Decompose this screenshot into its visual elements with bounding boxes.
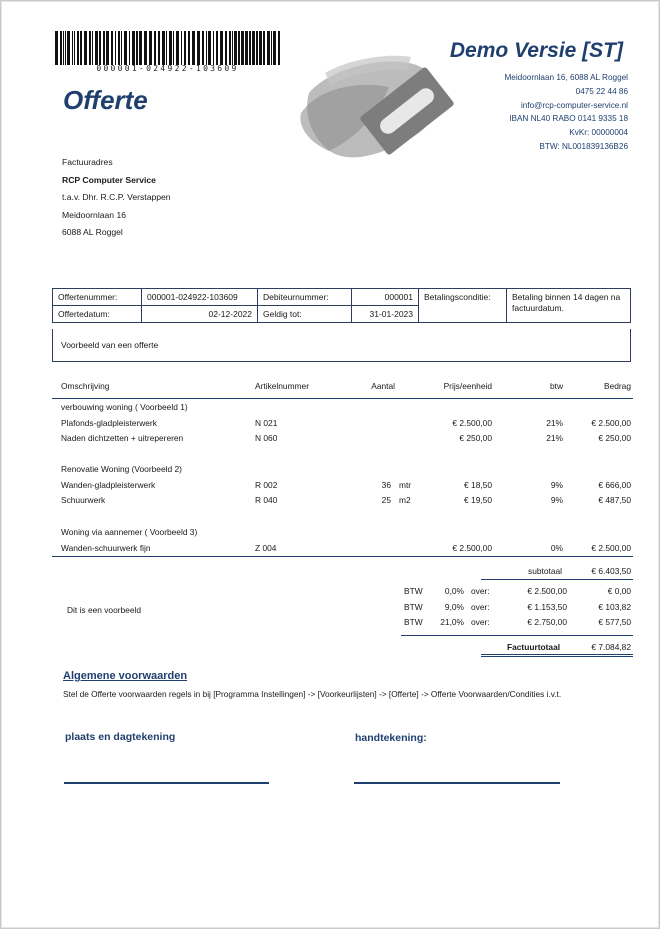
barcode-bar — [132, 31, 135, 65]
company-phone: 0475 22 44 86 — [575, 86, 628, 96]
item-price: € 18,50 — [464, 480, 492, 490]
total-double-underline — [481, 654, 633, 657]
debiteur-value: 000001 — [352, 289, 419, 306]
vat-divider — [401, 635, 633, 636]
debiteur-label: Debiteurnummer: — [258, 289, 352, 306]
billing-address — [62, 154, 171, 242]
barcode-bar — [241, 31, 244, 65]
item-desc: Naden dichtzetten + uitrepereren — [61, 433, 184, 443]
col-aantal: Aantal — [371, 381, 395, 391]
item-btw: 21% — [546, 433, 563, 443]
barcode-bar — [213, 31, 214, 65]
col-artikelnummer: Artikelnummer — [255, 381, 309, 391]
barcode-text: 000001-024922-103609 — [96, 64, 239, 73]
vat-rate: 0,0% — [444, 586, 464, 596]
item-amount: € 487,50 — [598, 495, 631, 505]
item-qty: 36 — [381, 480, 391, 490]
voorwaarden-text: Stel de Offerte voorwaarden regels in bij [Programma Instellingen] -> [Voorkeurlijsten] -> [Offerte] -> Offerte Voorwaarden/Condities i.v.t. — [63, 689, 562, 699]
plaats-signature-line[interactable] — [64, 782, 269, 784]
item-qty: 25 — [381, 495, 391, 505]
barcode-bar — [202, 31, 204, 65]
item-btw: 9% — [550, 480, 563, 490]
barcode-bar — [256, 31, 258, 65]
item-desc: Wanden-schuurwerk fijn — [61, 543, 151, 553]
barcode-bar — [124, 31, 127, 65]
header-divider — [52, 398, 633, 399]
vat-rate: 9,0% — [444, 602, 464, 612]
barcode-bar — [259, 31, 262, 65]
barcode-bar — [99, 31, 101, 65]
barcode-bar — [55, 31, 58, 65]
barcode-bar — [245, 31, 248, 65]
barcode-bar — [197, 31, 200, 65]
barcode-bar — [111, 31, 113, 65]
offertedatum-value: 02-12-2022 — [142, 306, 258, 323]
offer-meta-table — [52, 288, 631, 323]
barcode-bar — [173, 31, 174, 65]
item-unit: m2 — [399, 495, 411, 505]
barcode-bar — [208, 31, 211, 65]
barcode-bar — [72, 31, 73, 65]
barcode-bar — [67, 31, 70, 65]
barcode-bar — [229, 31, 231, 65]
barcode-bar — [139, 31, 142, 65]
totals-note: Dit is een voorbeeld — [67, 605, 142, 615]
item-art: R 040 — [255, 495, 278, 505]
group-heading — [61, 464, 633, 476]
barcode-bar — [162, 31, 165, 65]
table-row — [61, 543, 633, 555]
company-kvk: KvKr: 00000004 — [569, 128, 628, 138]
barcode-bar — [273, 31, 276, 65]
barcode-bar — [238, 31, 240, 65]
vat-over: over: — [471, 617, 490, 627]
item-amount: € 2.500,00 — [591, 543, 631, 553]
group-heading — [61, 527, 633, 539]
barcode-bar — [263, 31, 265, 65]
betaling-value: Betaling binnen 14 dagen na factuurdatum. — [507, 289, 631, 323]
item-price: € 19,50 — [464, 495, 492, 505]
barcode-bar — [106, 31, 109, 65]
billing-name: RCP Computer Service — [62, 174, 156, 185]
subtotal-divider — [481, 579, 633, 580]
factuurtotaal-label: Factuurtotaal — [507, 642, 561, 652]
barcode-bar — [278, 31, 280, 65]
barcode-bar — [84, 31, 87, 65]
trowel-logo-icon — [289, 41, 474, 176]
billing-street: Meidoornlaan 16 — [62, 209, 127, 220]
vat-base: € 1.153,50 — [527, 602, 567, 612]
group-heading-text: Woning via aannemer ( Voorbeeld 3) — [61, 527, 198, 537]
barcode-bar — [80, 31, 82, 65]
group-heading-text: verbouwing woning ( Voorbeeld 1) — [61, 402, 188, 412]
barcode-bar — [225, 31, 227, 65]
barcode-bar — [206, 31, 207, 65]
company-email[interactable]: info@rcp-computer-service.nl — [520, 100, 628, 110]
company-name: Demo Versie [ST] — [449, 39, 623, 62]
billing-city: 6088 AL Roggel — [62, 227, 123, 238]
barcode-bar — [169, 31, 172, 65]
barcode-bar — [74, 31, 75, 65]
col-prijs: Prijs/eenheid — [443, 381, 492, 391]
group-heading — [61, 402, 633, 414]
barcode-bar — [234, 31, 237, 65]
barcode-bar — [184, 31, 186, 65]
vat-over: over: — [471, 602, 490, 612]
table-row — [61, 433, 633, 445]
item-price: € 2.500,00 — [452, 543, 492, 553]
barcode-bar — [181, 31, 182, 65]
table-row — [61, 495, 633, 507]
barcode-bar — [92, 31, 93, 65]
item-art: R 002 — [255, 480, 278, 490]
barcode-bar — [271, 31, 272, 65]
barcode-bar — [144, 31, 147, 65]
barcode-bar — [220, 31, 223, 65]
barcode-bar — [136, 31, 138, 65]
item-desc: Wanden-gladpleisterwerk — [61, 480, 156, 490]
plaats-label: plaats en dagtekening — [65, 731, 176, 743]
item-amount: € 250,00 — [598, 433, 631, 443]
offertenummer-label: Offertenummer: — [53, 289, 142, 306]
barcode-bar — [154, 31, 156, 65]
item-desc: Schuurwerk — [61, 495, 106, 505]
document-title: Offerte — [63, 85, 148, 115]
barcode-bar — [95, 31, 98, 65]
items-header — [61, 381, 633, 393]
item-unit: mtr — [399, 480, 412, 490]
company-info — [504, 71, 628, 154]
table-row — [61, 418, 633, 430]
vat-amount: € 577,50 — [598, 617, 631, 627]
company-address: Meidoornlaan 16, 6088 AL Roggel — [504, 73, 628, 82]
voorwaarden-title: Algemene voorwaarden — [63, 670, 188, 682]
handtekening-label: handtekening: — [355, 732, 427, 744]
item-desc: Plafonds-gladpleisterwerk — [61, 418, 157, 428]
barcode-bar — [158, 31, 160, 65]
barcode-bar — [267, 31, 270, 65]
barcode-bar — [166, 31, 167, 65]
barcode-bar — [149, 31, 152, 65]
item-amount: € 666,00 — [598, 480, 631, 490]
barcode-bar — [60, 31, 62, 65]
offertenummer-value: 000001-024922-103609 — [142, 289, 258, 306]
billing-attn: t.a.v. Dhr. R.C.P. Verstappen — [62, 192, 171, 203]
vat-label: BTW — [404, 617, 423, 627]
group-heading-text: Renovatie Woning (Voorbeeld 2) — [61, 464, 182, 474]
item-price: € 2.500,00 — [452, 418, 492, 428]
item-art: N 021 — [255, 418, 278, 428]
barcode-bar — [188, 31, 190, 65]
barcode-bar — [77, 31, 79, 65]
vat-base: € 2.750,00 — [527, 617, 567, 627]
barcode-bar — [192, 31, 195, 65]
items-divider — [52, 556, 633, 557]
item-btw: 9% — [550, 495, 563, 505]
barcode-bar — [103, 31, 105, 65]
vat-amount: € 103,82 — [598, 602, 631, 612]
col-omschrijving: Omschrijving — [61, 381, 110, 391]
barcode-bar — [89, 31, 91, 65]
billing-label: Factuuradres — [62, 157, 113, 167]
item-art: N 060 — [255, 433, 278, 443]
barcode-bar — [129, 31, 130, 65]
barcode-bar — [121, 31, 122, 65]
col-btw: btw — [549, 381, 563, 391]
factuurtotaal-value: € 7.084,82 — [591, 642, 631, 652]
vat-label: BTW — [404, 586, 423, 596]
company-iban: IBAN NL40 RABO 0141 9335 18 — [509, 114, 628, 124]
memo-text: Voorbeeld van een offerte — [61, 340, 159, 350]
item-amount: € 2.500,00 — [591, 418, 631, 428]
barcode-bar — [232, 31, 233, 65]
barcode-bar — [216, 31, 218, 65]
barcode-bar — [249, 31, 251, 65]
item-btw: 21% — [546, 418, 563, 428]
barcode-bar — [115, 31, 116, 65]
item-price: € 250,00 — [459, 433, 492, 443]
table-row — [61, 480, 633, 492]
subtotaal-value: € 6.403,50 — [591, 566, 631, 576]
vat-base: € 2.500,00 — [527, 586, 567, 596]
barcode-bar — [118, 31, 120, 65]
vat-amount: € 0,00 — [607, 586, 631, 596]
col-bedrag: Bedrag — [603, 381, 631, 391]
barcode-bar — [176, 31, 179, 65]
offertedatum-label: Offertedatum: — [53, 306, 142, 323]
company-btw: BTW: NL001839136B26 — [539, 141, 628, 151]
betaling-label: Betalingsconditie: — [419, 289, 507, 323]
memo-box — [52, 329, 631, 362]
item-art: Z 004 — [255, 543, 277, 553]
subtotaal-label: subtotaal — [528, 566, 562, 576]
geldig-label: Geldig tot: — [258, 306, 352, 323]
handtekening-signature-line[interactable] — [354, 782, 560, 784]
barcode-bar — [63, 31, 64, 65]
vat-over: over: — [471, 586, 490, 596]
item-btw: 0% — [550, 543, 563, 553]
barcode-bar — [252, 31, 255, 65]
geldig-value: 31-01-2023 — [352, 306, 419, 323]
barcode-bar — [65, 31, 66, 65]
barcode — [55, 31, 280, 65]
vat-label: BTW — [404, 602, 423, 612]
vat-rate: 21,0% — [440, 617, 464, 627]
